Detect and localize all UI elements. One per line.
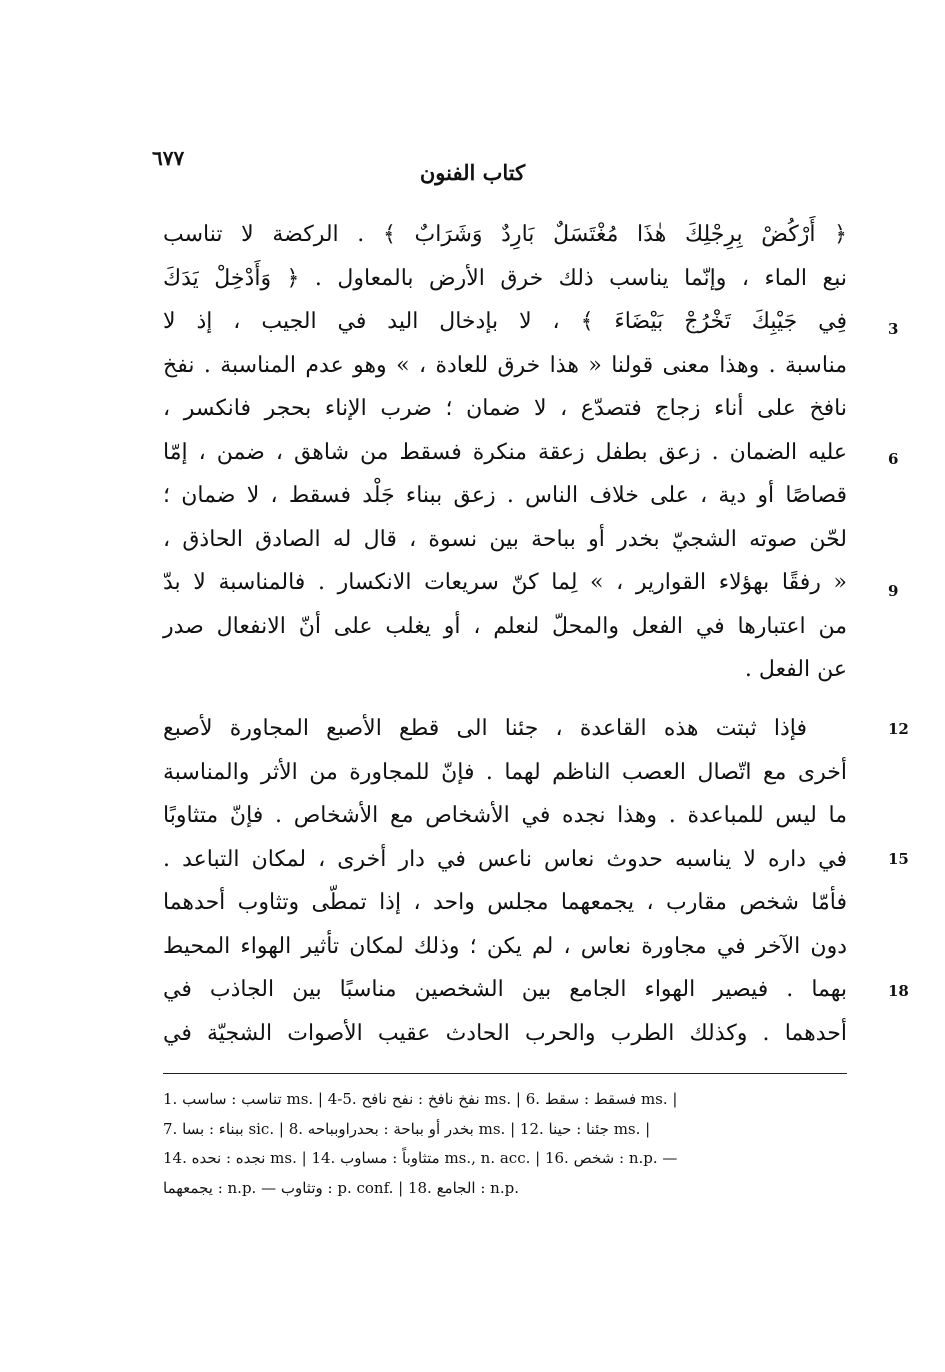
text-line: عن الفعل .	[744, 657, 847, 682]
footnote-line: يجمعهما : n.p. — وتثاوب : p. conf. | 18. الجامع : n.p.	[163, 1178, 519, 1197]
paragraph-1	[163, 213, 847, 692]
text-line: لحّن صوته الشجيّ بخدر أو بباحة بين نسوة ، قال له الصادق الحاذق ،	[163, 526, 847, 552]
text-line: أخرى مع اتّصال العصب الناظم لهما . فإنّ للمجاورة من الأثر والمناسبة	[163, 759, 847, 785]
text-line: فإذا ثبتت هذه القاعدة ، جئنا الى قطع الأصبع المجاورة لأصبع	[163, 716, 807, 741]
line-number: 3	[888, 320, 899, 338]
text-line: فأمّا شخص مقارب ، يجمعهما مجلس واحد ، إذا تمطّى وتثاوب أحدهما	[163, 890, 847, 915]
line-number: 9	[888, 582, 899, 600]
text-line: نافخ على أناء زجاج فتصدّع ، لا ضمان ؛ ضرب الإناء بحجر فانكسر ،	[163, 396, 847, 421]
paragraph-2	[163, 707, 847, 1055]
text-line: عليه الضمان . زعق بطفل زعقة منكرة فسقط من شاهق ، ضمن ، إمّا	[163, 439, 847, 465]
text-line: ما ليس للمباعدة . وهذا نجده في الأشخاص مع الأشخاص . فإنّ متثاوبًا	[163, 803, 847, 828]
text-line: مناسبة . وهذا معنى قولنا « هذا خرق للعادة ، » وهو عدم المناسبة . نفخ	[163, 352, 847, 378]
footnote-line: 14. نجده : نحده ms. | 14. متثاوباً : مساوب ms., n. acc. | 16. شخص : n.p. —	[163, 1149, 678, 1167]
page-number: ٦٧٧	[152, 146, 185, 170]
text-line: « رفقًا بهؤلاء القوارير ، » لِما كنّ سريعات الانكسار . فالمناسبة لا بدّ	[163, 570, 847, 595]
line-number: 6	[888, 450, 899, 468]
footnote-divider	[163, 1073, 847, 1074]
text-line: ﴿ أَرْكُضْ بِرِجْلِكَ هٰذَا مُغْتَسَلٌ بَارِدٌ وَشَرَابٌ ﴾ . الركضة لا تناسب	[163, 222, 847, 247]
line-number: 18	[888, 982, 909, 1000]
text-line: أحدهما . وكذلك الطرب والحرب الحادث عقيب الأصوات الشجيّة في	[163, 1020, 847, 1046]
text-line: دون الآخر في مجاورة نعاس ، لم يكن ؛ وذلك لمكان تأثير الهواء المحيط	[163, 933, 848, 959]
critical-apparatus	[163, 1085, 847, 1203]
text-line: قصاصًا أو دية ، على خلاف الناس . زعق ببناء جَلْد فسقط ، لا ضمان ؛	[163, 483, 847, 508]
text-line: من اعتبارها في الفعل والمحلّ لنعلم ، أو يغلب على أنّ الانفعال صدر	[163, 613, 847, 639]
footnote-line: 1. تناسب : ساسب ms. | 4-5. نفخ نافخ : نفح نافح ms. | 6. فسقط : سقط ms. |	[163, 1090, 678, 1108]
text-line: في داره لا يناسبه حدوث نعاس ناعس في دار أخرى ، لمكان التباعد .	[163, 846, 847, 872]
text-line: فِي جَيْبِكَ تَخْرُجْ بَيْضَاءَ ﴾ ، لا بإدخال اليد في الجيب ، إذ لا	[163, 309, 847, 334]
line-number: 12	[888, 720, 909, 738]
footnote-line: 7. ببناء : بسا sic. | 8. بخدر أو بباحة : بحدراوبباحه ms. | 12. جئنا : حينا ms. |	[163, 1119, 651, 1138]
text-line: نبع الماء ، وإنّما يناسب ذلك خرق الأرض بالمعاول . ﴿ وَأَدْخِلْ يَدَكَ	[163, 265, 847, 291]
text-line: بهما . فيصير الهواء الجامع بين الشخصين مناسبًا بين الجاذب في	[163, 977, 848, 1002]
line-number: 15	[888, 850, 909, 868]
running-title: كتاب الفنون	[419, 160, 526, 185]
